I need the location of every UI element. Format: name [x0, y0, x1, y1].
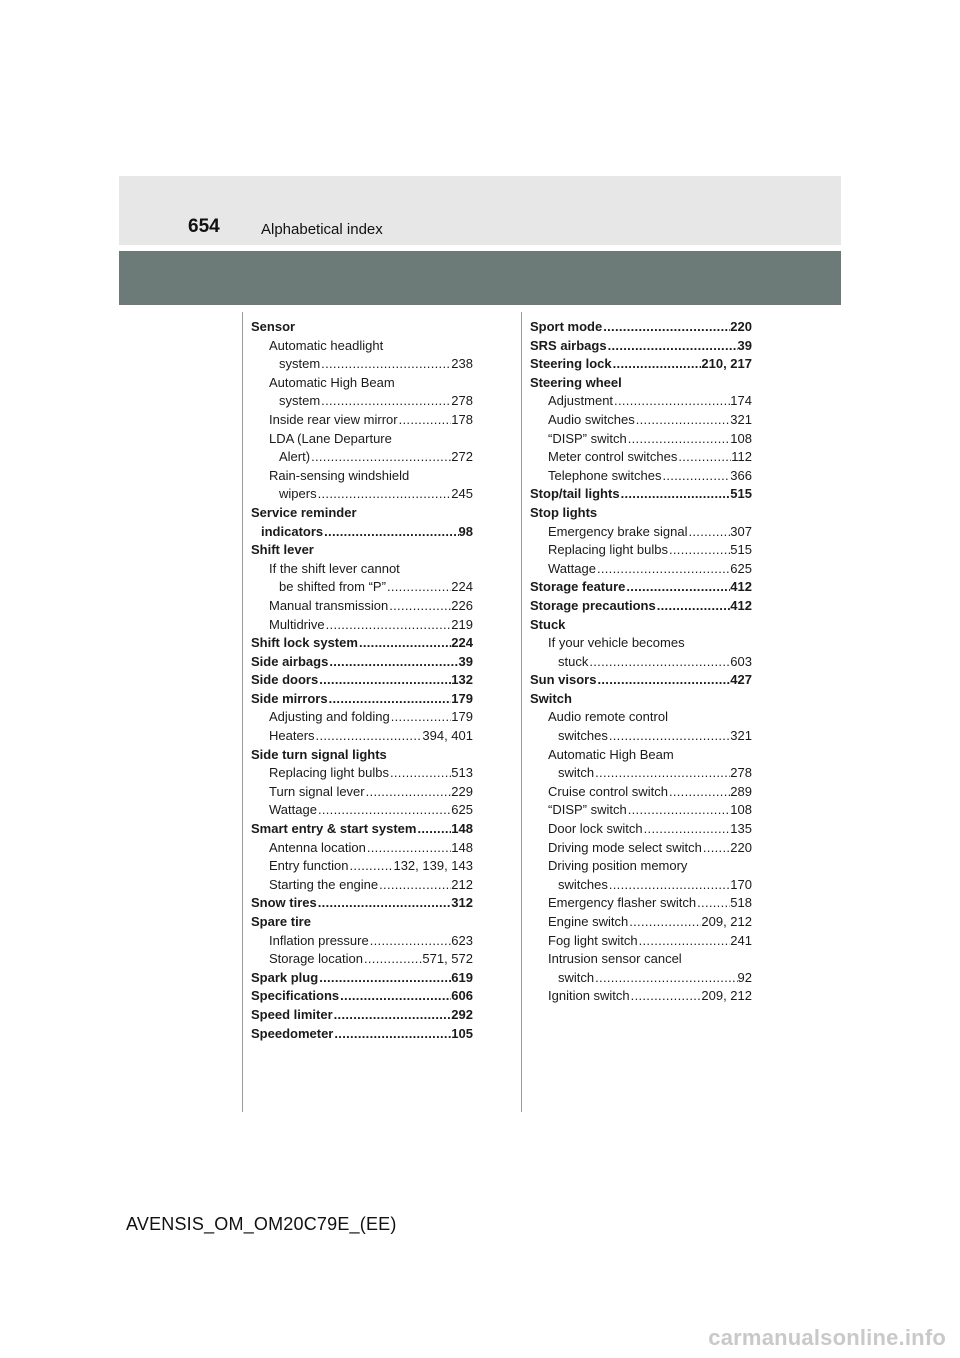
dot-leader [366, 839, 451, 858]
entry-label: “DISP” switch [548, 430, 627, 446]
page-reference: 278 [451, 393, 473, 409]
dot-leader [620, 485, 731, 504]
index-subentry [251, 430, 473, 449]
dot-leader [349, 857, 394, 876]
index-subentry [530, 727, 752, 746]
dot-leader [630, 987, 702, 1006]
dot-leader [627, 430, 731, 449]
index-subentry [251, 597, 473, 616]
entry-label: Multidrive [269, 616, 325, 632]
column-divider-middle [521, 312, 522, 1112]
page-reference: 148 [451, 839, 473, 855]
index-subentry [530, 857, 752, 876]
page-reference: 321 [730, 728, 752, 744]
dot-leader [317, 801, 451, 820]
dot-leader [388, 597, 451, 616]
page-reference: 518 [730, 895, 752, 911]
index-subentry [530, 894, 752, 913]
section-banner [119, 251, 841, 305]
page-reference: 245 [451, 486, 473, 502]
entry-label: Storage location [269, 951, 363, 967]
index-subentry [530, 411, 752, 430]
entry-label: Engine switch [548, 914, 629, 929]
page-reference: 39 [458, 653, 473, 669]
entry-label: Driving position memory [548, 858, 688, 874]
dot-leader [390, 708, 452, 727]
entry-label: Automatic headlight [269, 337, 384, 353]
dot-leader [315, 727, 423, 746]
entry-label: Side airbags [251, 653, 329, 669]
dot-leader [656, 597, 731, 616]
entry-label: be shifted from “P” [279, 579, 386, 595]
page-reference: 427 [730, 672, 752, 688]
index-entry [530, 504, 752, 523]
page-reference: 623 [451, 932, 473, 948]
entry-label: Spare tire [251, 914, 311, 929]
entry-label: Ignition switch [548, 988, 630, 1004]
entry-label: stuck [558, 653, 589, 669]
page-reference: 513 [451, 765, 473, 781]
index-entry [251, 318, 473, 337]
page-reference: 220 [730, 839, 752, 855]
entry-label: Switch [530, 690, 572, 706]
entry-label: Audio switches [548, 411, 635, 427]
page-reference: 289 [730, 783, 752, 799]
dot-leader [323, 523, 458, 542]
dot-leader [325, 616, 452, 635]
entry-label: indicators [261, 523, 324, 539]
page-reference: 179 [451, 709, 473, 725]
entry-label: SRS airbags [530, 337, 607, 353]
dot-leader [317, 894, 452, 913]
index-subentry [251, 448, 473, 467]
dot-leader [596, 671, 730, 690]
page-reference: 39 [737, 337, 752, 353]
dot-leader [317, 485, 452, 504]
dot-leader [416, 820, 451, 839]
entry-label: Storage feature [530, 579, 626, 595]
index-entry [530, 578, 752, 597]
page-reference: 412 [730, 597, 752, 613]
dot-leader [398, 411, 452, 430]
page-reference: 412 [730, 579, 752, 595]
index-subentry [251, 523, 473, 542]
page-reference: 625 [730, 560, 752, 576]
dot-leader [386, 578, 451, 597]
page-reference: 603 [730, 653, 752, 669]
entry-label: Steering wheel [530, 374, 622, 390]
dot-leader [594, 969, 737, 988]
page-reference: 224 [451, 635, 473, 651]
dot-leader [608, 876, 730, 895]
entry-label: Side turn signal lights [251, 746, 387, 762]
index-subentry [251, 857, 473, 876]
entry-label: “DISP” switch [548, 802, 627, 818]
dot-leader [607, 337, 738, 356]
entry-label: Speedometer [251, 1025, 334, 1041]
index-subentry [251, 876, 473, 895]
index-entry [530, 374, 752, 393]
dot-leader [365, 783, 452, 802]
index-entry [251, 653, 473, 672]
column-divider-left [242, 312, 243, 1112]
page-reference: 219 [451, 616, 473, 632]
page-reference: 105 [451, 1025, 473, 1041]
dot-leader [318, 671, 451, 690]
dot-leader [318, 969, 451, 988]
entry-label: Replacing light bulbs [548, 542, 668, 558]
index-subentry [530, 448, 752, 467]
entry-label: Speed limiter [251, 1006, 333, 1022]
entry-label: Turn signal lever [269, 783, 365, 799]
dot-leader [696, 894, 730, 913]
entry-label: Shift lever [251, 542, 314, 558]
page-reference: 174 [730, 393, 752, 409]
index-subentry [251, 932, 473, 951]
entry-label: Snow tires [251, 895, 317, 911]
entry-label: switch [558, 765, 595, 781]
entry-label: Antenna location [269, 839, 366, 855]
index-subentry [530, 560, 752, 579]
page-reference: 132 [451, 672, 473, 688]
dot-leader [320, 355, 451, 374]
entry-label: Emergency flasher switch [548, 895, 697, 911]
dot-leader [635, 411, 731, 430]
index-subentry [251, 337, 473, 356]
page-reference: 619 [451, 969, 473, 985]
index-subentry [251, 355, 473, 374]
entry-label: switches [558, 876, 608, 892]
entry-label: Stop lights [530, 504, 598, 520]
index-subentry [251, 764, 473, 783]
section-title: Alphabetical index [261, 221, 383, 238]
entry-label: Service reminder [251, 504, 357, 520]
index-subentry [530, 801, 752, 820]
index-entry [251, 894, 473, 913]
page-reference: 179 [451, 690, 473, 706]
page-reference: 209, 212 [701, 914, 752, 929]
entry-label: Intrusion sensor cancel [548, 951, 682, 967]
page-reference: 515 [730, 486, 752, 502]
index-entry [530, 355, 752, 374]
dot-leader [389, 764, 451, 783]
index-subentry [530, 932, 752, 951]
index-subentry [251, 708, 473, 727]
index-subentry [530, 913, 752, 932]
entry-label: Manual transmission [269, 597, 389, 613]
entry-label: Steering lock [530, 356, 612, 372]
page-reference: 170 [730, 876, 752, 892]
page-reference: 571, 572 [422, 951, 473, 967]
index-subentry [530, 392, 752, 411]
header-band [119, 176, 841, 245]
entry-label: system [279, 356, 321, 372]
index-subentry [530, 969, 752, 988]
entry-label: system [279, 393, 321, 409]
index-entry [251, 969, 473, 988]
page-reference: 220 [730, 319, 752, 334]
index-subentry [251, 727, 473, 746]
entry-label: Emergency brake signal [548, 523, 688, 539]
dot-leader [702, 839, 730, 858]
index-subentry [530, 839, 752, 858]
page-reference: 178 [451, 411, 473, 427]
index-entry [530, 671, 752, 690]
entry-label: Fog light switch [548, 932, 638, 948]
page-reference: 229 [451, 783, 473, 799]
index-subentry [251, 950, 473, 969]
page-reference: 292 [451, 1006, 473, 1022]
dot-leader [627, 801, 731, 820]
index-subentry [251, 467, 473, 486]
index-subentry [530, 541, 752, 560]
dot-leader [602, 318, 730, 337]
index-entry [251, 541, 473, 560]
entry-label: Sun visors [530, 672, 597, 688]
dot-leader [687, 523, 730, 542]
page-reference: 209, 212 [701, 988, 752, 1004]
dot-leader [328, 653, 458, 672]
dot-leader [668, 783, 730, 802]
index-entry [530, 318, 752, 337]
entry-label: Adjustment [548, 393, 614, 409]
entry-label: Automatic High Beam [548, 746, 674, 762]
entry-label: Rain-sensing windshield [269, 467, 410, 483]
index-subentry [530, 708, 752, 727]
entry-label: Adjusting and folding [269, 709, 390, 725]
index-subentry [251, 392, 473, 411]
dot-leader [668, 541, 730, 560]
index-subentry [530, 876, 752, 895]
index-subentry [530, 820, 752, 839]
page-reference: 212 [451, 876, 473, 892]
index-subentry [530, 523, 752, 542]
index-entry [530, 485, 752, 504]
index-subentry [530, 430, 752, 449]
entry-label: Side doors [251, 672, 319, 688]
page-reference: 312 [451, 895, 473, 911]
entry-label: Wattage [269, 802, 317, 818]
entry-label: switch [558, 969, 595, 985]
index-entry [251, 690, 473, 709]
dot-leader [339, 987, 451, 1006]
index-entry [251, 987, 473, 1006]
page-reference: 307 [730, 523, 752, 539]
entry-label: Side mirrors [251, 690, 328, 706]
page-reference: 148 [451, 821, 473, 837]
entry-label: Smart entry & start system [251, 821, 417, 837]
page-number: 654 [188, 216, 220, 237]
page-reference: 241 [730, 932, 752, 948]
page-reference: 132, 139, 143 [393, 858, 473, 874]
dot-leader [333, 1025, 451, 1044]
entry-label: LDA (Lane Departure [269, 430, 392, 446]
entry-label: Spark plug [251, 969, 319, 985]
index-subentry [251, 485, 473, 504]
entry-label: Storage precautions [530, 597, 656, 613]
page-reference: 394, 401 [422, 728, 473, 744]
index-entry [530, 690, 752, 709]
dot-leader [661, 467, 730, 486]
page-reference: 92 [737, 969, 752, 985]
index-subentry [251, 560, 473, 579]
index-subentry [530, 987, 752, 1006]
entry-label: Audio remote control [548, 709, 668, 725]
index-column-right [530, 318, 752, 1006]
entry-label: Inflation pressure [269, 932, 369, 948]
index-subentry [530, 783, 752, 802]
entry-label: Cruise control switch [548, 783, 668, 799]
entry-label: Starting the engine [269, 876, 379, 892]
entry-label: Inside rear view mirror [269, 411, 398, 427]
index-entry [251, 1025, 473, 1044]
entry-label: Stop/tail lights [530, 486, 620, 502]
dot-leader [594, 764, 730, 783]
index-column-left [251, 318, 473, 1043]
entry-label: If your vehicle becomes [548, 635, 685, 651]
page-reference: 112 [731, 449, 752, 465]
index-entry [530, 337, 752, 356]
index-entry [251, 1006, 473, 1025]
page-reference: 278 [730, 765, 752, 781]
entry-label: switches [558, 728, 608, 744]
entry-label: Sensor [251, 319, 296, 334]
index-subentry [251, 783, 473, 802]
index-subentry [530, 653, 752, 672]
index-subentry [251, 839, 473, 858]
watermark: carmanualsonline.info [708, 1325, 946, 1350]
page-reference: 135 [730, 821, 752, 837]
index-subentry [530, 634, 752, 653]
page-reference: 366 [730, 467, 752, 483]
index-entry [530, 616, 752, 635]
page-reference: 108 [730, 430, 752, 446]
dot-leader [588, 653, 730, 672]
page-reference: 210, 217 [701, 356, 752, 372]
page-reference: 226 [451, 597, 473, 613]
index-entry [251, 820, 473, 839]
index-subentry [251, 578, 473, 597]
page-reference: 224 [451, 579, 473, 595]
dot-leader [369, 932, 452, 951]
entry-label: Alert) [279, 449, 311, 465]
dot-leader [608, 727, 730, 746]
dot-leader [638, 932, 731, 951]
page-reference: 515 [730, 542, 752, 558]
page-reference: 98 [458, 523, 473, 539]
dot-leader [333, 1006, 452, 1025]
index-subentry [251, 616, 473, 635]
entry-label: Automatic High Beam [269, 374, 395, 390]
entry-label: Sport mode [530, 319, 603, 334]
dot-leader [628, 913, 701, 932]
entry-label: If the shift lever cannot [269, 560, 400, 576]
dot-leader [320, 392, 451, 411]
index-entry [251, 671, 473, 690]
dot-leader [643, 820, 731, 839]
entry-label: Wattage [548, 560, 596, 576]
entry-label: Entry function [269, 858, 349, 874]
dot-leader [328, 690, 452, 709]
dot-leader [310, 448, 451, 467]
index-entry [251, 504, 473, 523]
dot-leader [596, 560, 730, 579]
index-entry [530, 597, 752, 616]
index-subentry [251, 374, 473, 393]
index-entry [251, 746, 473, 765]
page-reference: 321 [730, 411, 752, 427]
index-subentry [530, 746, 752, 765]
index-subentry [251, 411, 473, 430]
entry-label: wipers [279, 486, 317, 502]
index-subentry [530, 950, 752, 969]
dot-leader [612, 355, 702, 374]
entry-label: Stuck [530, 616, 566, 632]
document-id: AVENSIS_OM_OM20C79E_(EE) [126, 1214, 397, 1234]
dot-leader [358, 634, 451, 653]
entry-label: Replacing light bulbs [269, 765, 389, 781]
dot-leader [363, 950, 422, 969]
index-entry [251, 913, 473, 932]
dot-leader [677, 448, 731, 467]
dot-leader [378, 876, 451, 895]
entry-label: Meter control switches [548, 449, 678, 465]
entry-label: Specifications [251, 988, 340, 1004]
index-entry [251, 634, 473, 653]
entry-label: Telephone switches [548, 467, 662, 483]
dot-leader [613, 392, 730, 411]
index-subentry [530, 764, 752, 783]
page-reference: 625 [451, 802, 473, 818]
entry-label: Door lock switch [548, 821, 643, 837]
page-reference: 108 [730, 802, 752, 818]
index-subentry [251, 801, 473, 820]
entry-label: Shift lock system [251, 635, 358, 651]
page-reference: 238 [451, 356, 473, 372]
page-reference: 606 [451, 988, 473, 1004]
entry-label: Driving mode select switch [548, 839, 702, 855]
page-reference: 272 [451, 449, 473, 465]
index-subentry [530, 467, 752, 486]
dot-leader [625, 578, 730, 597]
entry-label: Heaters [269, 728, 315, 744]
